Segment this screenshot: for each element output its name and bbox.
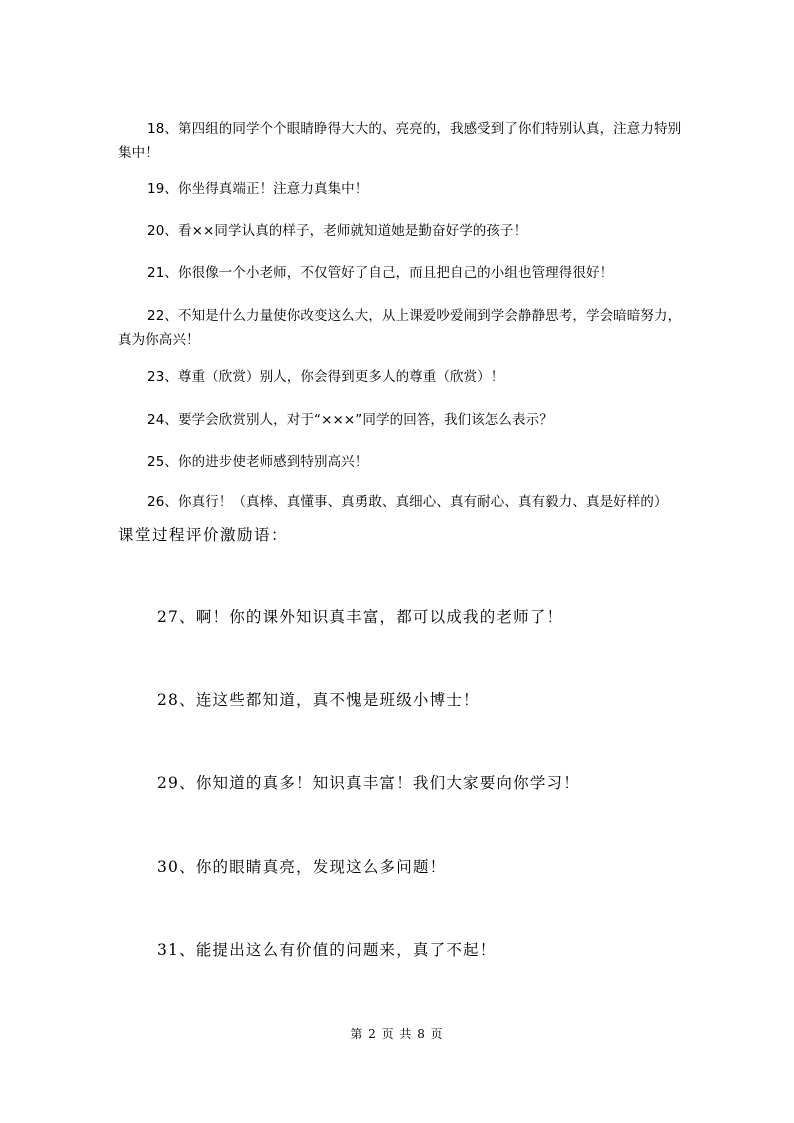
list-item-21: 21、你很像一个小老师，不仅管好了自己，而且把自己的小组也管理得很好！ <box>147 265 614 281</box>
list-item-30: 30、你的眼睛真亮，发现这么多问题！ <box>157 858 447 876</box>
section-heading: 课堂过程评价激励语： <box>118 526 289 544</box>
list-item-20: 20、看××同学认真的样子，老师就知道她是勤奋好学的孩子！ <box>147 223 528 239</box>
list-item-26: 26、你真行！（真棒、真懂事、真勇敢、真细心、真有耐心、真有毅力、真是好样的） <box>147 494 668 510</box>
list-item-31: 31、能提出这么有价值的问题来，真了不起！ <box>157 941 497 959</box>
list-item-24: 24、要学会欣赏别人，对于“×××”同学的回答，我们该怎么表示？ <box>147 412 553 428</box>
list-item-22: 22、不知是什么力量使你改变这么大，从上课爱吵爱闹到学会静静思考，学会暗暗努力，真为你高兴！ <box>118 308 682 348</box>
list-item-29: 29、你知道的真多！知识真丰富！我们大家要向你学习！ <box>157 774 580 792</box>
list-item-23: 23、尊重（欣赏）别人，你会得到更多人的尊重（欣赏）！ <box>147 369 505 385</box>
list-item-19: 19、你坐得真端正！注意力真集中！ <box>147 181 369 197</box>
list-item-25: 25、你的进步使老师感到特别高兴！ <box>147 454 369 470</box>
page-footer: 第 2 页 共 8 页 <box>350 1027 444 1041</box>
list-item-28: 28、连这些都知道，真不愧是班级小博士！ <box>157 691 480 709</box>
list-item-27: 27、啊！你的课外知识真丰富，都可以成我的老师了！ <box>157 608 564 626</box>
list-item-18: 18、第四组的同学个个眼睛睁得大大的、亮亮的，我感受到了你们特别认真，注意力特别集中！ <box>118 121 682 161</box>
